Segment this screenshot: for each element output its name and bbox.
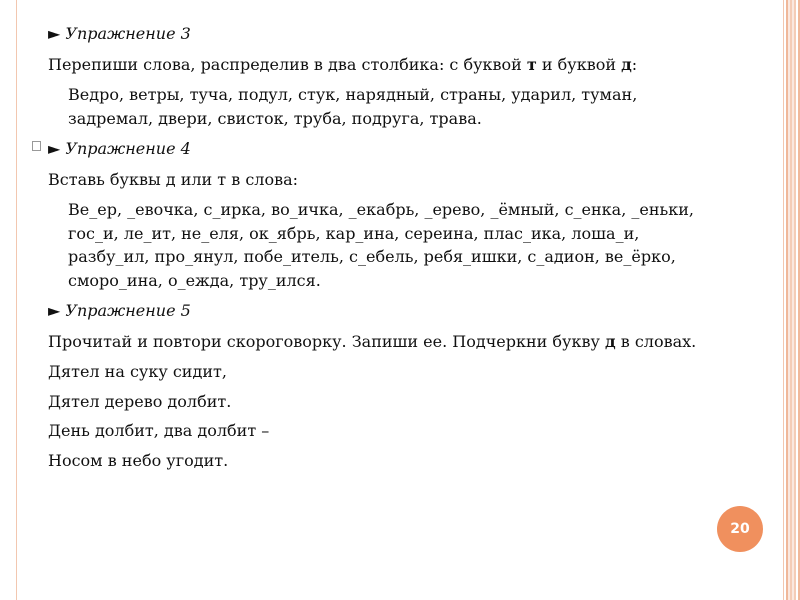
letter-t: т — [526, 54, 537, 74]
page-number-badge: 20 — [717, 506, 763, 552]
bullet-square-icon — [32, 141, 41, 151]
poem-line: Носом в небо угодит. — [48, 450, 229, 470]
instruction-text: и буквой — [536, 54, 622, 74]
letter-d: д — [621, 54, 632, 74]
instruction-text: Перепиши слова, распределив в два столбика: с буквой — [48, 54, 527, 74]
poem-line: Дятел на суку сидит, — [48, 362, 227, 381]
poem-line: Дятел дерево долбит. — [48, 391, 232, 411]
instruction-text: : — [631, 54, 638, 74]
exercise-3-heading: ► Упражнение 3 — [48, 24, 191, 43]
poem-line: День долбит, два долбит – — [48, 421, 270, 440]
instruction-text: в словах. — [615, 331, 697, 351]
letter-d: д — [604, 331, 616, 351]
exercise-3-words: Ведро, ветры, туча, подул, стук, нарядный, страны, ударил, туман, задремал, двери, свисток, труба, подруга, трава. — [68, 85, 638, 128]
exercise-3-instruction — [48, 53, 698, 77]
exercise-4-heading: ► Упражнение 4 — [48, 139, 191, 158]
exercise-5-heading: ► Упражнение 5 — [48, 301, 191, 320]
exercise-5-instruction — [48, 330, 698, 354]
instruction-text: Прочитай и повтори скороговорку. Запиши ее. Подчеркни букву — [48, 331, 605, 351]
decorative-side-bar — [784, 0, 800, 600]
exercise-4-instruction: Вставь буквы д или т в слова: — [48, 169, 299, 189]
exercise-4-words: Ве_ер, _евочка, с_ирка, во_ичка, _екабрь, _ерево, _ёмный, с_енка, _еньки, гос_и, ле_ит, не_еля, ок_ябрь, кар_ина, сереина, плас_ика, лоша_и, разбу_ил, про_янул, побе_итель, с_ебель, ребя_ишки, с_адион, ве_ёрко, сморо_ина, о_ежда, тру_ился. — [68, 200, 694, 290]
slide-content — [48, 22, 698, 478]
